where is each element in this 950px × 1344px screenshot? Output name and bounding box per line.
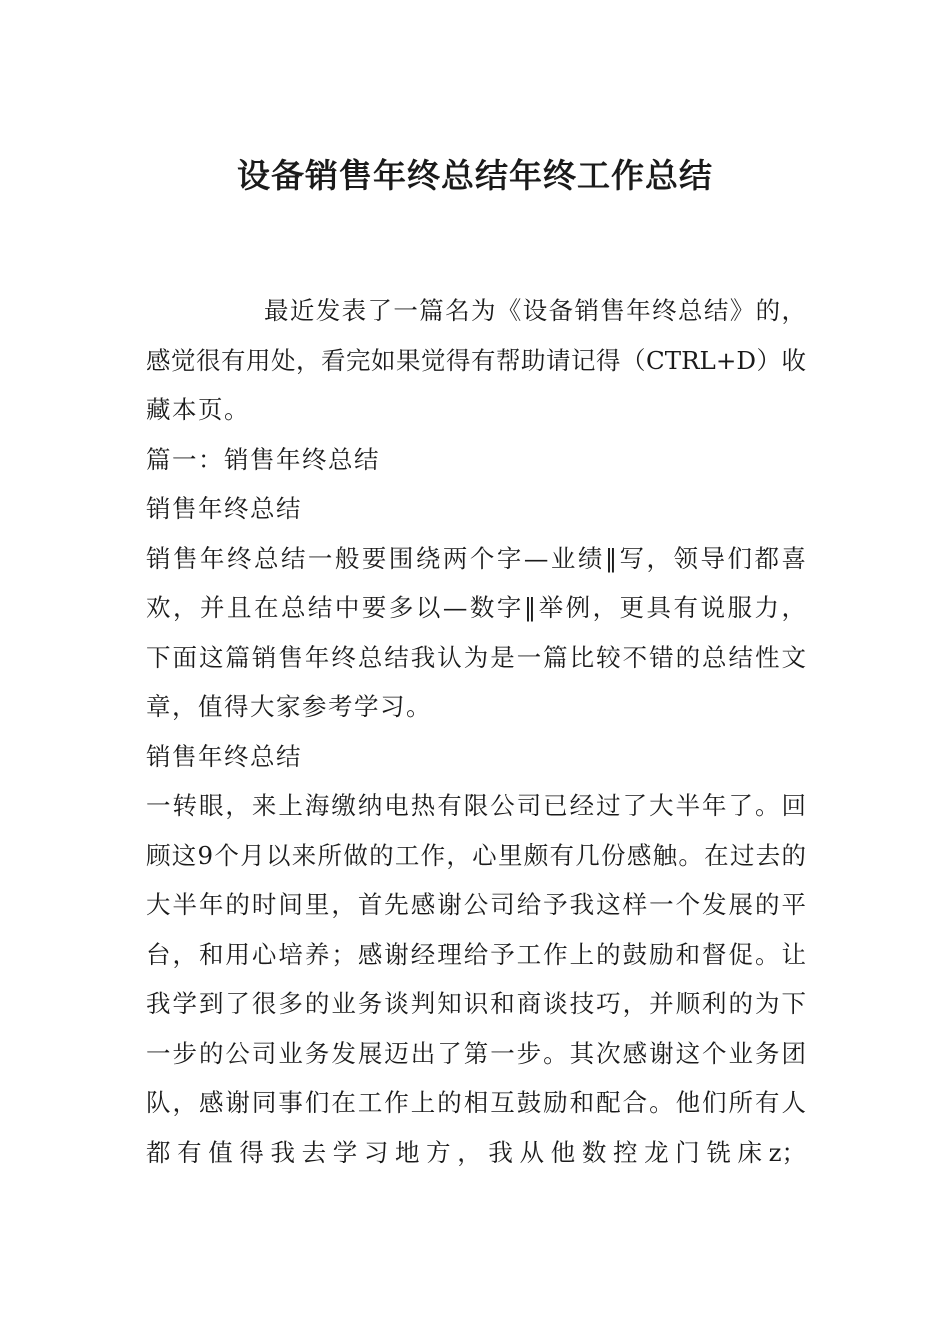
paragraph-line: 最近发表了一篇名为《设备销售年终总结》的，	[264, 296, 806, 325]
section-heading: 篇一：销售年终总结	[146, 444, 380, 474]
paragraph-line: 都有值得我去学习地方，我从他数控龙门铣床z；	[146, 1137, 806, 1167]
paragraph-line: 下面这篇销售年终总结我认为是一篇比较不错的总结性文	[146, 642, 806, 672]
paragraph-line: 队，感谢同事们在工作上的相互鼓励和配合。他们所有人	[146, 1088, 806, 1117]
paragraph-line: 一转眼，来上海缴纳电热有限公司已经过了大半年了。回	[146, 791, 806, 820]
subsection-heading: 销售年终总结	[146, 494, 302, 523]
document-body	[146, 286, 806, 1177]
paragraph-line: 顾这9个月以来所做的工作，心里颇有几份感触。在过去的	[146, 840, 806, 870]
paragraph-line: 感觉很有用处，看完如果觉得有帮助请记得（CTRL+D）收	[146, 345, 806, 375]
paragraph-line: 章，值得大家参考学习。	[146, 692, 432, 721]
document-title: 设备销售年终总结年终工作总结	[237, 156, 713, 195]
paragraph-line: 我学到了很多的业务谈判知识和商谈技巧，并顺利的为下	[146, 989, 806, 1018]
paragraph-line: 欢，并且在总结中要多以—数字‖举例，更具有说服力，	[146, 593, 806, 622]
paragraph-line: 大半年的时间里，首先感谢公司给予我这样一个发展的平	[146, 890, 806, 919]
paragraph-line: 台，和用心培养；感谢经理给予工作上的鼓励和督促。让	[146, 939, 806, 969]
paragraph-line: 藏本页。	[146, 395, 250, 424]
paragraph-line: 销售年终总结一般要围绕两个字—业绩‖写，领导们都喜	[146, 543, 806, 573]
paragraph-line: 一步的公司业务发展迈出了第一步。其次感谢这个业务团	[146, 1038, 806, 1068]
subsection-heading: 销售年终总结	[146, 741, 302, 771]
